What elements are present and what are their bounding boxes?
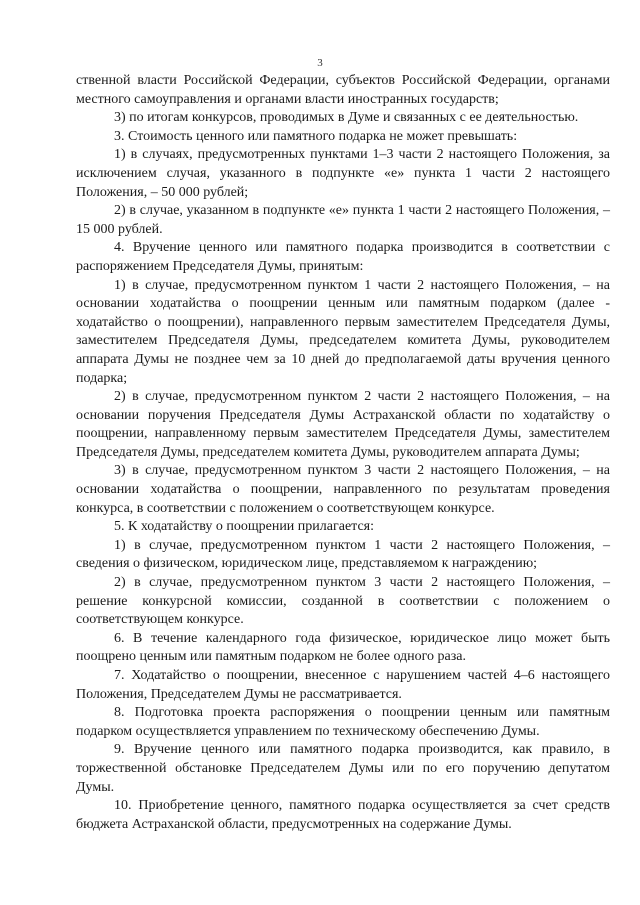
- paragraph: 10. Приобретение ценного, памятного подарка осуществляется за счет средств бюджета Астраханской области, предусмотренных на содержание Думы.: [76, 798, 610, 832]
- paragraph: 5. К ходатайству о поощрении прилагается:: [114, 519, 374, 535]
- paragraph: 7. Ходатайство о поощрении, внесенное с нарушением частей 4–6 настоящего Положения, Председателем Думы не рассматривается.: [76, 668, 610, 702]
- paragraph: 1) в случаях, предусмотренных пунктами 1–3 части 2 настоящего Положения, за исключением случая, указанного в подпункте «е» пункта 1 части 2 настоящего Положения, – 50 000 рублей;: [76, 147, 610, 200]
- paragraph: 2) в случае, указанном в подпункте «е» пункта 1 части 2 настоящего Положения, – 15 000 рублей.: [76, 203, 610, 237]
- document-body: [76, 72, 610, 834]
- page-number: 3: [317, 57, 323, 69]
- paragraph: 3) в случае, предусмотренном пунктом 3 части 2 настоящего Положения, – на основании ходатайства о поощрении, направленного по результатам проведения конкурса, в соответствии с положением о соответствующем конкурсе.: [76, 463, 610, 516]
- paragraph: 9. Вручение ценного или памятного подарка производится, как правило, в торжественной обстановке Председателем Думы или по его поручению депутатом Думы.: [76, 742, 610, 795]
- paragraph: 2) в случае, предусмотренном пунктом 2 части 2 настоящего Положения, – на основании поручения Председателя Думы Астраханской области по ходатайству о поощрении, направленному первым заместителем Председателя Думы, заместителем Председателя Думы, председателем комитета Думы, руководителем аппарата Думы;: [76, 389, 610, 460]
- paragraph: 1) в случае, предусмотренном пунктом 1 части 2 настоящего Положения, – сведения о физическом, юридическом лице, представляемом к награждению;: [76, 537, 610, 572]
- paragraph: 6. В течение календарного года физическое, юридическое лицо может быть поощрено ценным или памятным подарком не более одного раза.: [76, 630, 610, 665]
- paragraph: 1) в случае, предусмотренном пунктом 1 части 2 настоящего Положения, – на основании ходатайства о поощрении ценным или памятным подарком (далее - ходатайство о поощрении), направленного первым заместителем Председателя Думы, заместителем Председателя Думы, председателем комитета Думы, руководителем аппарата Думы не позднее чем за 10 дней до предполагаемой даты вручения ценного подарка;: [76, 277, 610, 386]
- paragraph: 3) по итогам конкурсов, проводимых в Думе и связанных с ее деятельностью.: [114, 110, 579, 126]
- paragraph: 4. Вручение ценного или памятного подарка производится в соответствии с распоряжением Председателя Думы, принятым:: [76, 240, 610, 274]
- paragraph-continuation: ственной власти Российской Федерации, субъектов Российской Федерации, органами местного самоуправления и органами власти иностранных государств;: [76, 73, 610, 107]
- paragraph: 2) в случае, предусмотренном пунктом 3 части 2 настоящего Положения, – решение конкурсной комиссии, созданной в соответствии с положением о соответствующем конкурсе.: [76, 575, 610, 628]
- paragraph: 3. Стоимость ценного или памятного подарка не может превышать:: [114, 128, 518, 144]
- paragraph: 8. Подготовка проекта распоряжения о поощрении ценным или памятным подарком осуществляется управлением по техническому обеспечению Думы.: [76, 705, 610, 739]
